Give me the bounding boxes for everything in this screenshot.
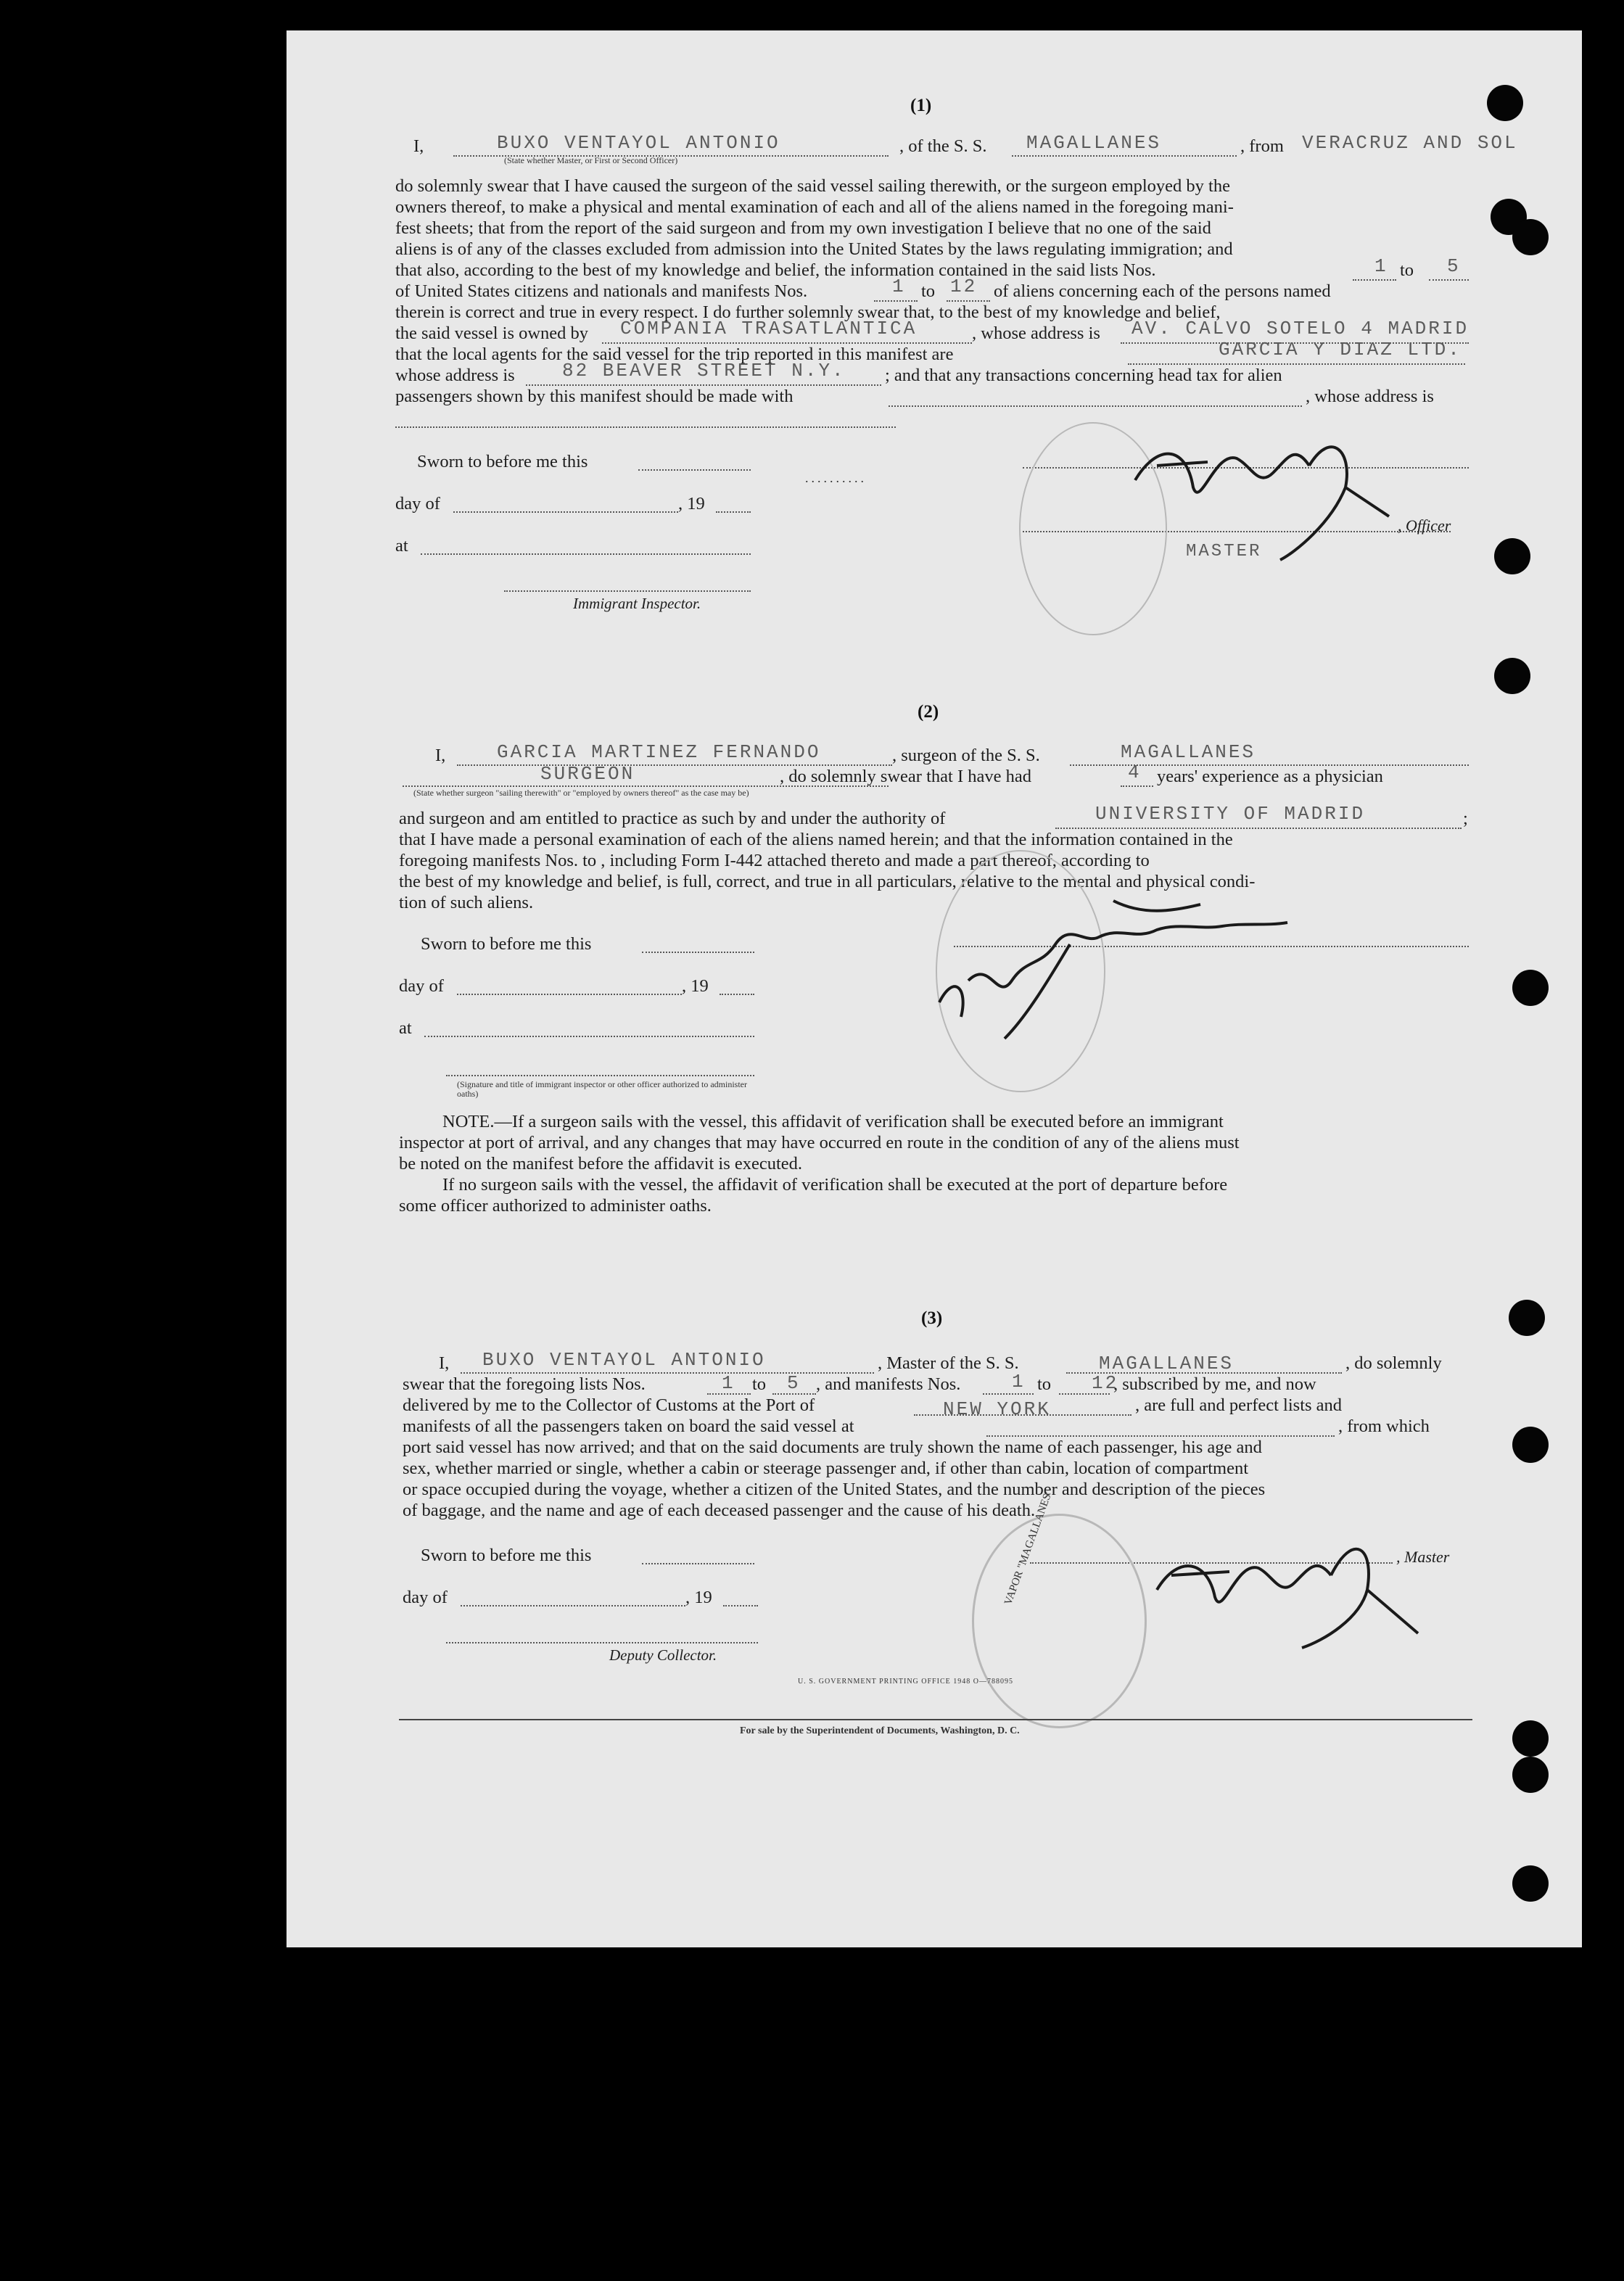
sale-notice: For sale by the Superintendent of Documents, Washington, D. C. [740, 1725, 1020, 1736]
surgeon-name: GARCIA MARTINEZ FERNANDO [497, 741, 821, 763]
section-1-lead: I, [413, 136, 424, 156]
printing-office-line: U. S. GOVERNMENT PRINTING OFFICE 1948 O—788095 [798, 1678, 1013, 1686]
local-agents: GARCIA Y DIAZ LTD. [1219, 339, 1462, 360]
binder-hole [1512, 1865, 1549, 1902]
binder-hole [1487, 85, 1523, 121]
years-experience: 4 [1128, 762, 1142, 783]
section-3-number: (3) [921, 1308, 943, 1328]
lists-from-1: 1 [1374, 255, 1388, 277]
surgeon-role: SURGEON [540, 763, 635, 785]
master-name-1: BUXO VENTAYOL ANTONIO [497, 132, 780, 154]
ship-name-1: MAGALLANES [1026, 132, 1162, 154]
from-ports: VERACRUZ AND SOL [1302, 132, 1518, 154]
master-signature-3 [1142, 1488, 1447, 1662]
port-of-arrival: NEW YORK [943, 1398, 1051, 1420]
master-stamp: MASTER [1186, 542, 1262, 561]
binder-hole [1512, 219, 1549, 255]
manifest-from-1: 1 [892, 276, 906, 297]
section-2-number: (2) [918, 702, 939, 722]
manifest-from-3: 1 [1012, 1371, 1026, 1393]
master-name-3: BUXO VENTAYOL ANTONIO [482, 1349, 766, 1371]
section-2-body: that I have made a personal examination of each of the aliens named herein; and that the information contained in the foregoing manifests Nos. to , including Form I-442 attached thereto and made a part thereof, according to the best of my knowledge and belief, is full, correct, and true in all particulars, relative to the mental and physical condi- tion of such aliens. [399, 830, 1256, 912]
vapor-magallanes-stamp: VAPOR "MAGALLANES" [972, 1514, 1147, 1728]
binder-hole [1494, 658, 1530, 694]
binder-hole [1512, 970, 1549, 1006]
authority: UNIVERSITY OF MADRID [1095, 803, 1366, 825]
owner-name: COMPANIA TRASATLANTICA [620, 318, 918, 339]
binder-hole [1512, 1720, 1549, 1757]
ship-name-3: MAGALLANES [1099, 1353, 1235, 1374]
binder-hole [1512, 1757, 1549, 1793]
binder-hole [1512, 1427, 1549, 1463]
ship-name-2: MAGALLANES [1121, 741, 1256, 763]
deputy-collector-label: Deputy Collector. [609, 1646, 717, 1664]
note: NOTE.—If a surgeon sails with the vessel, this affidavit of verification shall be executed before an immigrant inspector at port of arrival, and any changes that may have occurred en route in the condition of any of the aliens must be noted on the manifest before the affidavit is executed. If no surgeon sails with the vessel, the affidavit of verification shall be executed at the port of departure before some officer authorized to administer oaths. [399, 1112, 1240, 1216]
owner-address: AV. CALVO SOTELO 4 MADRID [1132, 318, 1470, 339]
binder-hole [1509, 1300, 1545, 1336]
section-3-body: port said vessel has now arrived; and that on the said documents are truly shown the name of each passenger, his age and sex, whether married or single, whether a cabin or steerage passenger and, if other than cabin, location of compartment or space occupied during the voyage, whether a citizen of the United States, and the number and description of the pieces of baggage, and the name and age of each deceased passenger and the cause of his death. [403, 1438, 1266, 1520]
surgeon-signature [925, 857, 1331, 1046]
form-page: (1) I, BUXO VENTAYOL ANTONIO , of the S. S. MAGALLANES , from VERACRUZ AND SOL (State whether Master, or First or Second Officer) do solemnly swear that I have caused the surgeon of the said vessel sailing therewith, or the surgeon employed by the owners thereof, to make a physical and mental examination of each and all of the aliens named in the foregoing mani- fest sheets; that from the report of the said surgeon and from my own investigation I believe that no one of the said aliens is of any of the classes excluded from admission into the United States by the laws regulating immigration; and that also, according to the best of my knowledge and belief, the information contained in the said lists Nos. 1 to 5 of United States citizens and nationals and manifests Nos. 1 to 12 of aliens concerning each of the persons named therein is correct and true in every respect. I do further solemnly swear that, to the best of my knowledge and belief, the said vessel is owned by COMPANIA TRASATLANTICA , whose address is AV. CALVO SOTELO 4 MADRID that the local agents for the said vessel for the trip reported in this manifest are GARCIA Y DIAZ LTD. whose address is 82 BEAVER STREET N.Y. ; and that any transactions concerning head tax for alien passengers shown by this manifest should be made with , whose address is Sworn to before me this day of , 19 at Immigrant Inspector. , Officer MASTER .......... (2) I, GARCIA MARTINEZ FERNANDO , surgeon of the S. S. MAGALLANES SURGEON , do solemnly swear that I have had 4 years' experience as a physician (State whether surgeon "sailing therewith" or "employed by owners thereof" as the case may be) and surgeon and am entitled to practice as such by and under the authority of UNIVERSITY OF MADRID ; that I have made a personal examination of each of the aliens named herein; and that the information contained in the foregoing manifests Nos. to , including Form I-442 attached thereto and made a part thereof, according to the best of my knowledge and belief, is full, correct, and true in all particulars, relative to the mental and physical condi- tion of such aliens. Sworn to before me this day of , 19 at (Signature and title of immigrant inspector or other officer authorized to administer oaths) NOTE.—If a surgeon sails with the vessel, this affidavit of verification shall be executed before an immigrant inspector at port of arrival, and any changes that may have occurred en route in the condition of any of the aliens must be noted on the manifest before the affidavit is executed. If no surgeon sails with the vessel, the affidavit of verification shall be executed at the port of departure before some officer authorized to administer oaths. (3) I, BUXO VENTAYOL ANTONIO , Master of the S. S. MAGALLANES , do solemnly swear that the foregoing lists Nos. 1 to 5 , and manifests Nos. 1 to 12 , subscribed by me, and now delivered by me to the Collector of Customs at the Port of NEW YORK , are full and perfect lists and manifests of all the passengers taken on board the said vessel at , from which port said vessel has now arrived; and that on the said documents are truly shown the name of each passenger, his age and sex, whether married or single, whether a cabin or steerage passenger and, if other than cabin, location of compartment or space occupied during the voyage, whether a citizen of the United States, and the number and description of the pieces of baggage, and the name and age of each deceased passenger and the cause of his death. Sworn to before me this , Master day of , 19 Deputy Collector. VAPOR "MAGALLANES" U. S. GOVERNMENT PRINTING OFFICE 1948 O—788095 For sale by the Superintendent of Documents, Washington, D. C. [287, 30, 1582, 1947]
immigrant-inspector-label: Immigrant Inspector. [573, 595, 701, 612]
master-signature-1 [1113, 400, 1404, 567]
binder-hole [1494, 538, 1530, 574]
manifest-to-1: 12 [950, 276, 978, 297]
section-1-body: do solemnly swear that I have caused the surgeon of the said vessel sailing therewith, or the surgeon employed by the owners thereof, to make a physical and mental examination of each and all of the aliens named in the foregoing mani- fest sheets; that from the report of the said surgeon and from my own investigation I believe that no one of the said aliens is of any of the classes excluded from admission into the United States by the laws regulating immigration; and [395, 176, 1234, 259]
agents-address: 82 BEAVER STREET N.Y. [562, 360, 846, 381]
section-1-number: (1) [910, 96, 932, 115]
lists-to-1: 5 [1447, 255, 1461, 277]
lists-to-3: 5 [787, 1372, 801, 1394]
footer-rule [399, 1719, 1472, 1720]
manifest-to-3: 12 [1092, 1372, 1119, 1394]
lists-from-3: 1 [722, 1372, 735, 1394]
